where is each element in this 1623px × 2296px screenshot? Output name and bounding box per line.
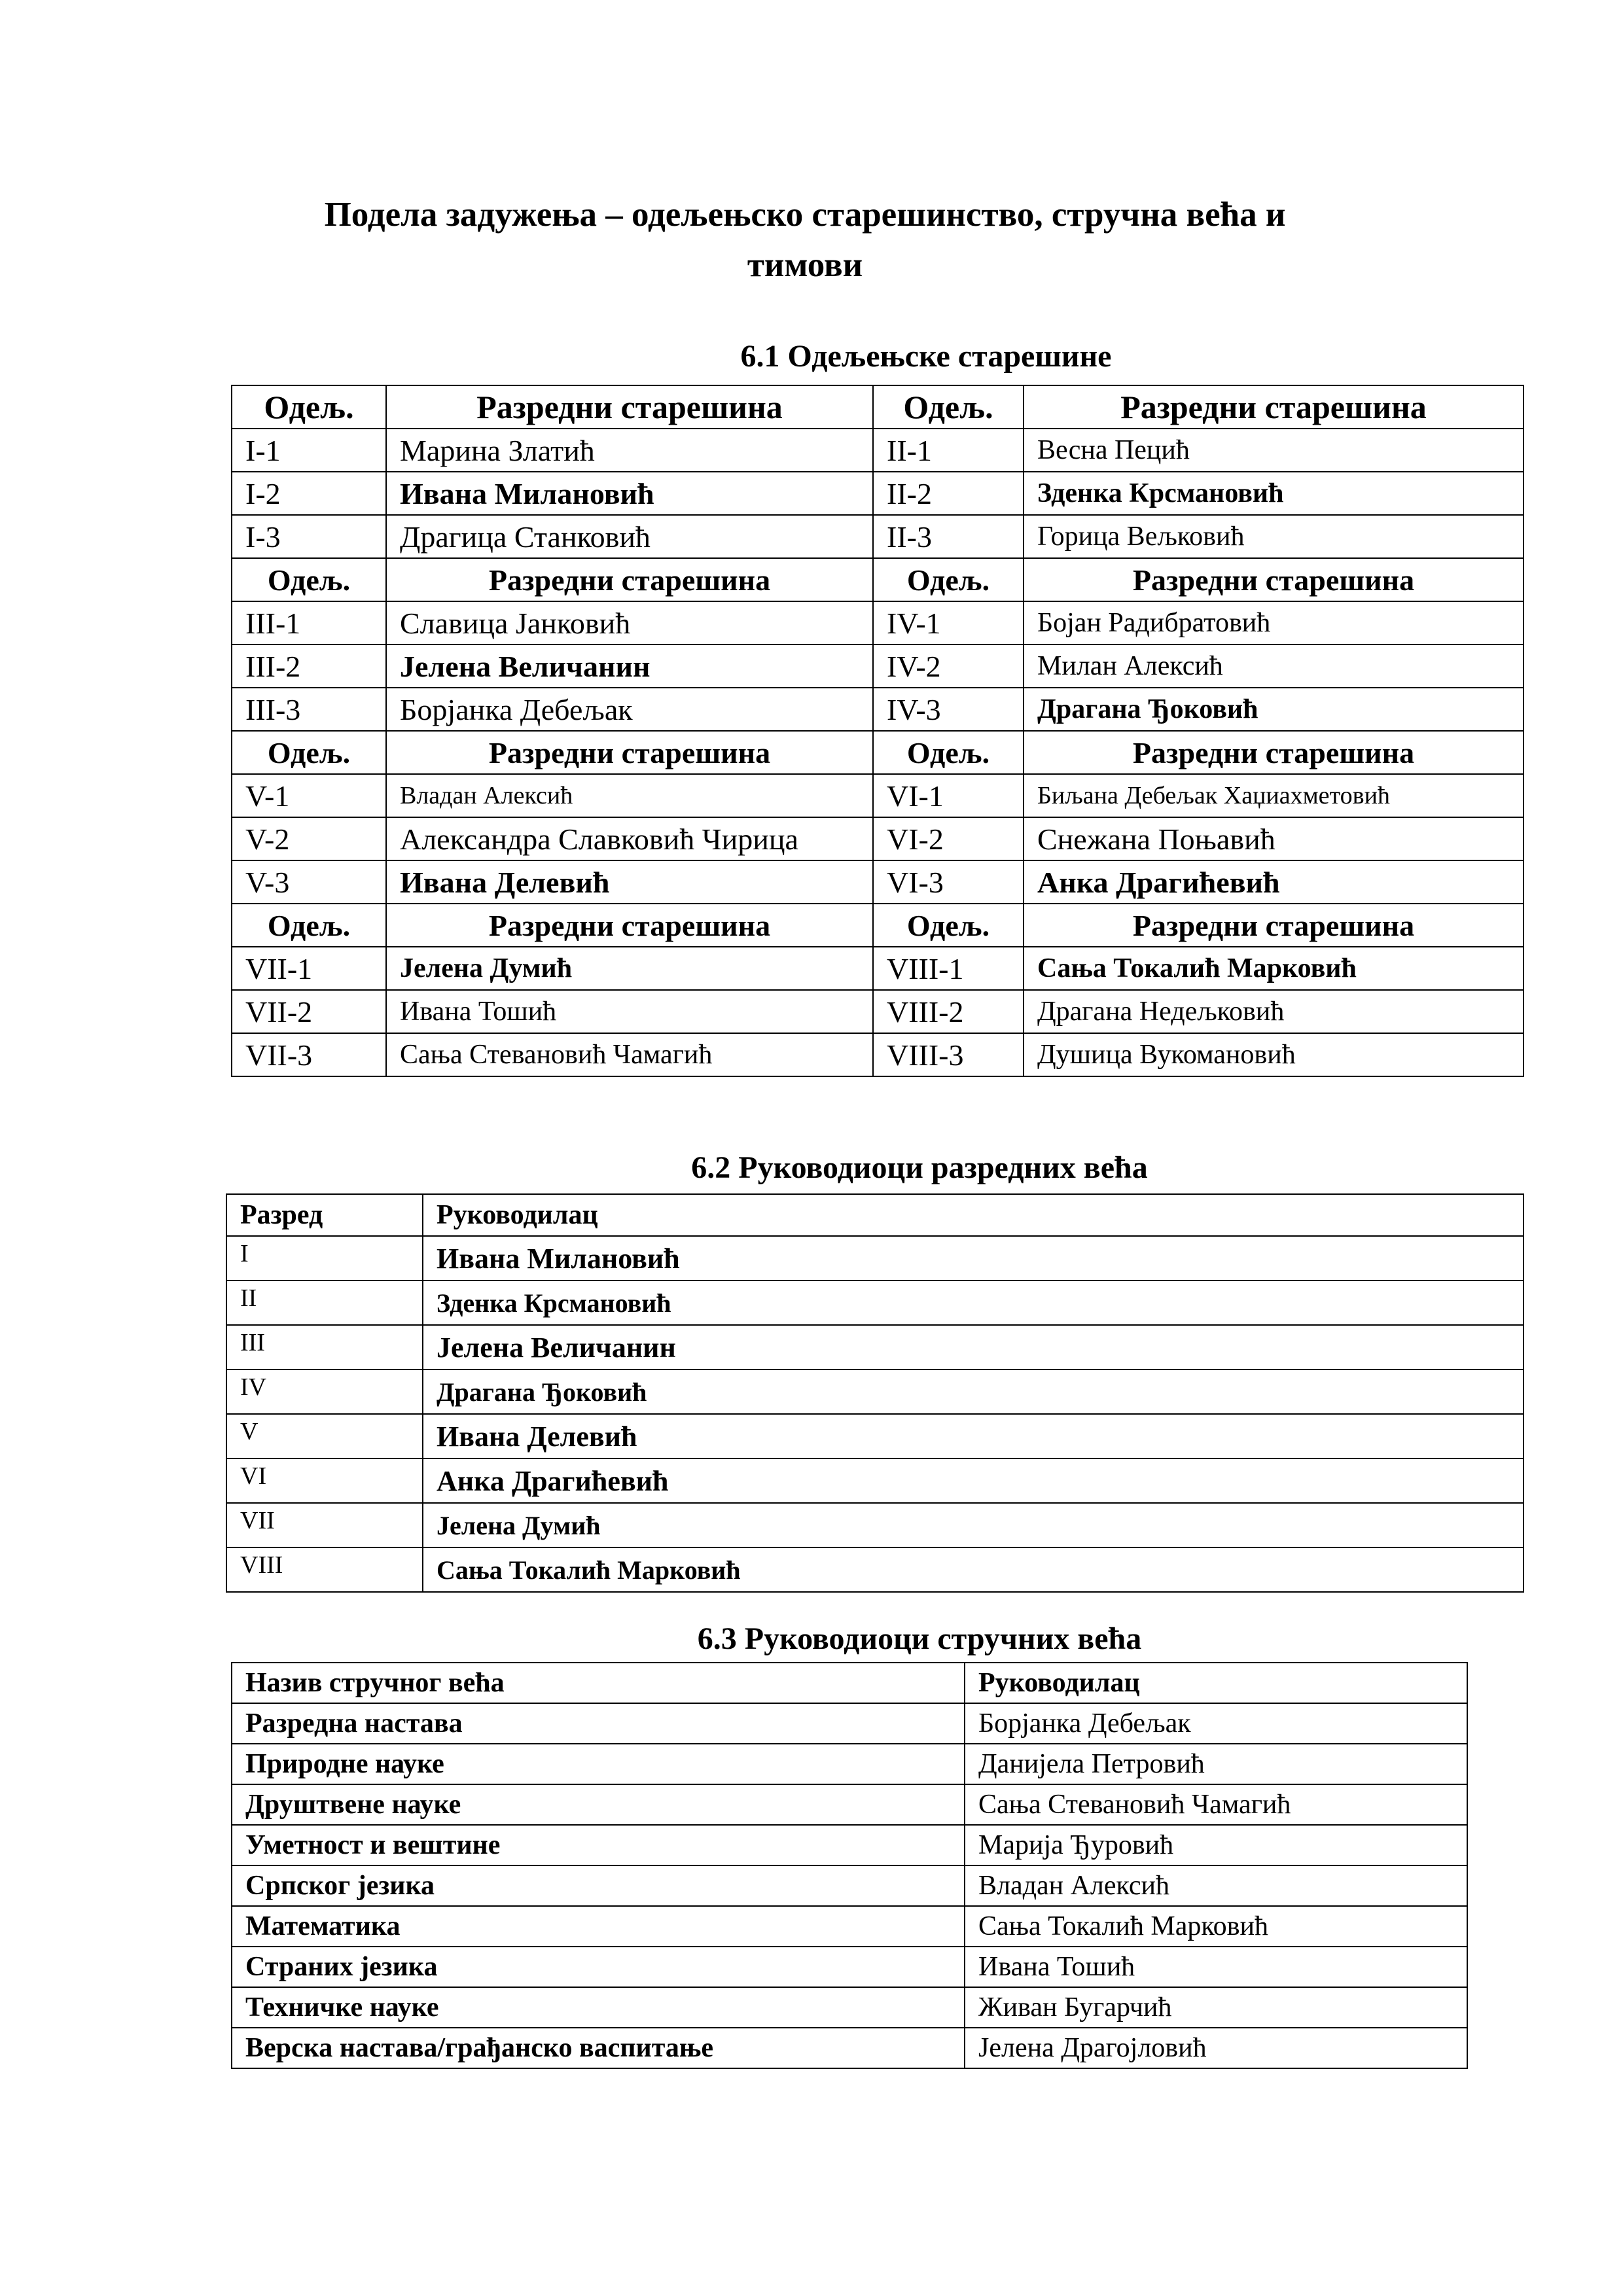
council-name-cell: Верска настава/грађанско васпитање — [232, 2028, 965, 2068]
teacher-cell: Горица Вељковић — [1024, 515, 1524, 558]
col-header-class: Одељ. — [873, 904, 1024, 947]
col-header-grade: Разред — [226, 1194, 423, 1236]
table-row — [226, 1369, 1524, 1414]
table-row — [226, 1236, 1524, 1280]
col-header-teacher: Разредни старешина — [386, 731, 873, 774]
council-name-cell: Математика — [232, 1906, 965, 1947]
grade-cell: II — [226, 1280, 423, 1325]
table-row — [232, 1987, 1467, 2028]
class-cell: III-2 — [232, 645, 386, 688]
professional-council-leaders-table — [231, 1662, 1468, 2069]
class-cell: VI-2 — [873, 817, 1024, 860]
table-header-row — [232, 1663, 1467, 1703]
teacher-cell: Владан Алексић — [386, 774, 873, 817]
table-row — [226, 1325, 1524, 1369]
council-name-cell: Уметност и вештине — [232, 1825, 965, 1865]
class-cell: VI-3 — [873, 860, 1024, 904]
class-cell: I-2 — [232, 472, 386, 515]
class-cell: IV-2 — [873, 645, 1024, 688]
leader-cell: Анка Драгићевић — [423, 1458, 1524, 1503]
class-cell: II-3 — [873, 515, 1024, 558]
class-cell: III-3 — [232, 688, 386, 731]
col-header-teacher: Разредни старешина — [386, 904, 873, 947]
leader-cell: Зденка Крсмановић — [423, 1280, 1524, 1325]
leader-cell: Јелена Драгојловић — [965, 2028, 1467, 2068]
teacher-cell: Марина Златић — [386, 429, 873, 472]
table-row — [232, 1825, 1467, 1865]
grade-cell: III — [226, 1325, 423, 1369]
class-cell: VI-1 — [873, 774, 1024, 817]
col-header-class: Одељ. — [232, 558, 386, 601]
table-row — [226, 1280, 1524, 1325]
leader-cell: Живан Бугарчић — [965, 1987, 1467, 2028]
leader-cell: Јелена Думић — [423, 1503, 1524, 1547]
teacher-cell: Милан Алексић — [1024, 645, 1524, 688]
table-row — [232, 817, 1524, 860]
table-row — [232, 1703, 1467, 1744]
col-header-class: Одељ. — [232, 904, 386, 947]
col-header-class: Одељ. — [873, 731, 1024, 774]
leader-cell: Сања Стевановић Чамагић — [965, 1784, 1467, 1825]
class-cell: VIII-2 — [873, 990, 1024, 1033]
table-header-row — [232, 904, 1524, 947]
table-row — [226, 1503, 1524, 1547]
grade-cell: IV — [226, 1369, 423, 1414]
col-header-class: Одељ. — [873, 558, 1024, 601]
table-row — [226, 1547, 1524, 1592]
teacher-cell: Бојан Радибратовић — [1024, 601, 1524, 645]
leader-cell: Драгана Ђоковић — [423, 1369, 1524, 1414]
grade-cell: VI — [226, 1458, 423, 1503]
page-title-line2: тимови — [747, 246, 863, 284]
council-name-cell: Техничке науке — [232, 1987, 965, 2028]
class-cell: I-1 — [232, 429, 386, 472]
class-cell: VII-3 — [232, 1033, 386, 1076]
teacher-cell: Сања Токалић Марковић — [1024, 947, 1524, 990]
class-cell: V-2 — [232, 817, 386, 860]
table-row — [232, 688, 1524, 731]
teacher-cell: Снежана Поњавић — [1024, 817, 1524, 860]
table-row — [232, 472, 1524, 515]
table-row — [232, 1744, 1467, 1784]
teacher-cell: Александра Славковић Чирица — [386, 817, 873, 860]
table-row — [232, 1033, 1524, 1076]
col-header-class: Одељ. — [232, 731, 386, 774]
table-row — [232, 947, 1524, 990]
teacher-cell: Сања Стевановић Чамагић — [386, 1033, 873, 1076]
class-cell: II-2 — [873, 472, 1024, 515]
teacher-cell: Анка Драгићевић — [1024, 860, 1524, 904]
table-row — [232, 601, 1524, 645]
leader-cell: Јелена Величанин — [423, 1325, 1524, 1369]
grade-cell: VIII — [226, 1547, 423, 1592]
section-heading-professional-councils: 6.3 Руководиоци стручних већа — [697, 1621, 1142, 1656]
class-cell: VIII-3 — [873, 1033, 1024, 1076]
section-heading-homeroom: 6.1 Одељењске старешине — [740, 339, 1112, 374]
section-heading-grade-councils: 6.2 Руководиоци разредних већа — [691, 1150, 1148, 1185]
grade-cell: V — [226, 1414, 423, 1458]
class-cell: V-3 — [232, 860, 386, 904]
class-cell: V-1 — [232, 774, 386, 817]
teacher-cell: Драгана Ђоковић — [1024, 688, 1524, 731]
council-name-cell: Друштвене науке — [232, 1784, 965, 1825]
col-header-teacher: Разредни старешина — [1024, 385, 1524, 429]
teacher-cell: Драгица Станковић — [386, 515, 873, 558]
class-cell: II-1 — [873, 429, 1024, 472]
page-title — [249, 190, 1361, 291]
homeroom-teachers-table — [231, 385, 1524, 1077]
table-row — [232, 2028, 1467, 2068]
table-row — [232, 1865, 1467, 1906]
teacher-cell: Душица Вукомановић — [1024, 1033, 1524, 1076]
table-header-row — [232, 385, 1524, 429]
col-header-teacher: Разредни старешина — [386, 385, 873, 429]
col-header-class: Одељ. — [232, 385, 386, 429]
grade-council-leaders-table — [226, 1193, 1524, 1593]
teacher-cell: Јелена Думић — [386, 947, 873, 990]
leader-cell: Сања Токалић Марковић — [965, 1906, 1467, 1947]
teacher-cell: Ивана Милановић — [386, 472, 873, 515]
teacher-cell: Драгана Недељковић — [1024, 990, 1524, 1033]
leader-cell: Борјанка Дебељак — [965, 1703, 1467, 1744]
teacher-cell: Борјанка Дебељак — [386, 688, 873, 731]
col-header-leader: Руководилац — [423, 1194, 1524, 1236]
class-cell: IV-1 — [873, 601, 1024, 645]
table-header-row — [232, 558, 1524, 601]
table-row — [232, 1947, 1467, 1987]
col-header-teacher: Разредни старешина — [1024, 904, 1524, 947]
table-row — [232, 645, 1524, 688]
table-row — [232, 515, 1524, 558]
council-name-cell: Српског језика — [232, 1865, 965, 1906]
teacher-cell: Ивана Тошић — [386, 990, 873, 1033]
table-row — [232, 860, 1524, 904]
table-row — [226, 1458, 1524, 1503]
leader-cell: Владан Алексић — [965, 1865, 1467, 1906]
leader-cell: Ивана Милановић — [423, 1236, 1524, 1280]
council-name-cell: Разредна настава — [232, 1703, 965, 1744]
table-row — [226, 1414, 1524, 1458]
leader-cell: Данијела Петровић — [965, 1744, 1467, 1784]
teacher-cell: Славица Јанковић — [386, 601, 873, 645]
leader-cell: Ивана Тошић — [965, 1947, 1467, 1987]
col-header-council-name: Назив стручног већа — [232, 1663, 965, 1703]
council-name-cell: Страних језика — [232, 1947, 965, 1987]
teacher-cell: Јелена Величанин — [386, 645, 873, 688]
teacher-cell: Ивана Делевић — [386, 860, 873, 904]
council-name-cell: Природне науке — [232, 1744, 965, 1784]
leader-cell: Ивана Делевић — [423, 1414, 1524, 1458]
col-header-class: Одељ. — [873, 385, 1024, 429]
class-cell: III-1 — [232, 601, 386, 645]
col-header-teacher: Разредни старешина — [1024, 731, 1524, 774]
page-title-line1: Подела задужења – одељењско старешинство, стручна већа и — [324, 196, 1286, 234]
table-row — [232, 990, 1524, 1033]
class-cell: I-3 — [232, 515, 386, 558]
class-cell: VII-1 — [232, 947, 386, 990]
leader-cell: Марија Ђуровић — [965, 1825, 1467, 1865]
table-row — [232, 1906, 1467, 1947]
table-header-row — [232, 731, 1524, 774]
col-header-leader: Руководилац — [965, 1663, 1467, 1703]
class-cell: IV-3 — [873, 688, 1024, 731]
teacher-cell: Зденка Крсмановић — [1024, 472, 1524, 515]
teacher-cell: Биљана Дебељак Хаџиахметовић — [1024, 774, 1524, 817]
table-row — [232, 774, 1524, 817]
leader-cell: Сања Токалић Марковић — [423, 1547, 1524, 1592]
class-cell: VIII-1 — [873, 947, 1024, 990]
table-row — [232, 429, 1524, 472]
table-row — [232, 1784, 1467, 1825]
col-header-teacher: Разредни старешина — [1024, 558, 1524, 601]
grade-cell: I — [226, 1236, 423, 1280]
col-header-teacher: Разредни старешина — [386, 558, 873, 601]
table-header-row — [226, 1194, 1524, 1236]
grade-cell: VII — [226, 1503, 423, 1547]
class-cell: VII-2 — [232, 990, 386, 1033]
teacher-cell: Весна Пецић — [1024, 429, 1524, 472]
